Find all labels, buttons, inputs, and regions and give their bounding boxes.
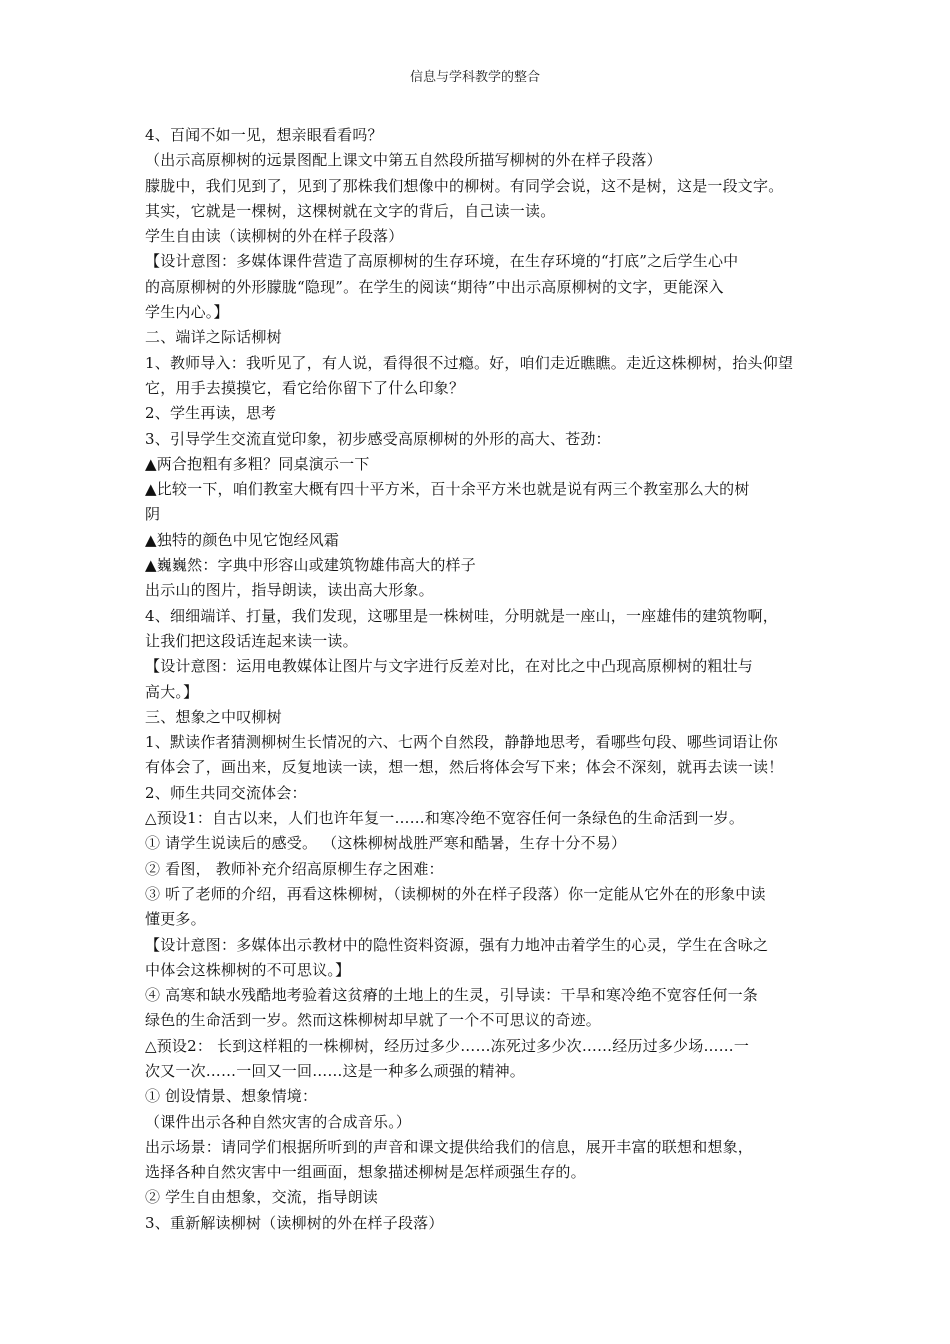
text-line: 懂更多。 (145, 910, 206, 929)
text-line: 阴 (145, 505, 161, 524)
text-line: 朦胧中，我们见到了，见到了那株我们想像中的柳树。有同学会说，这不是树，这是一段文字。 (145, 176, 784, 195)
text-line: ▲两合抱粗有多粗？同桌演示一下 (145, 454, 370, 473)
text-line: ▲独特的颜色中见它饱经风霜 (145, 530, 340, 549)
text-line: ④ 高寒和缺水残酷地考验着这贫瘠的土地上的生灵，引导读：干旱和寒冷绝不宽容任何一条 (145, 986, 758, 1005)
text-line: 3、引导学生交流直觉印象，初步感受高原柳树的外形的高大、苍劲： (145, 429, 611, 448)
text-line: （课件出示各种自然灾害的合成音乐。） (145, 1112, 412, 1131)
text-line: 让我们把这段话连起来读一读。 (145, 631, 358, 650)
text-line: 3、重新解读柳树（读柳树的外在样子段落） (145, 1213, 444, 1232)
text-line: △预设2： 长到这样粗的一株柳树，经历过多少……冻死过多少次……经历过多少场……一 (145, 1036, 750, 1055)
page-header: 信息与学科教学的整合 (409, 70, 540, 85)
text-line: 4、细细端详、打量，我们发现，这哪里是一株树哇，分明就是一座山，一座雄伟的建筑物啊， (145, 606, 778, 625)
document-body (145, 123, 813, 1236)
text-line: 二、端详之际话柳树 (145, 328, 282, 347)
text-line: 1、默读作者猜测柳树生长情况的六、七两个自然段，静静地思考，看哪些句段、哪些词语让你 (145, 733, 778, 752)
text-line: 有体会了，画出来，反复地读一读，想一想，然后将体会写下来；体会不深刻，就再去读一读！ (145, 758, 784, 777)
text-line: 4、百闻不如一见，想亲眼看看吗？ (145, 126, 383, 144)
text-line: 高大。】 (145, 682, 199, 701)
text-line: 三、想象之中叹柳树 (145, 707, 282, 726)
text-line: ▲巍巍然：字典中形容山或建筑物雄伟高大的样子 (145, 556, 476, 575)
text-line: ② 看图， 教师补充介绍高原柳生存之困难： (145, 859, 444, 878)
text-line: 出示场景：请同学们根据所听到的声音和课文提供给我们的信息，展开丰富的联想和想象， (145, 1137, 754, 1156)
text-line: （出示高原柳树的远景图配上课文中第五自然段所描写柳树的外在样子段落） (145, 151, 662, 170)
text-line: 选择各种自然灾害中一组画面，想象描述柳树是怎样顽强生存的。 (145, 1163, 586, 1182)
text-line: 其实，它就是一棵树，这棵树就在文字的背后，自己读一读。 (145, 201, 556, 220)
text-line: 1、教师导入：我听见了，有人说，看得很不过瘾。好，咱们走近瞧瞧。走近这株柳树，抬头仰望 (145, 353, 794, 372)
text-line: 中体会这株柳树的不可思议。】 (145, 960, 351, 979)
text-line: 绿色的生命活到一岁。然而这株柳树却早就了一个不可思议的奇迹。 (145, 1011, 602, 1030)
text-line: ▲比较一下，咱们教室大概有四十平方米，百十余平方米也就是说有两三个教室那么大的树 (145, 480, 750, 499)
text-line: 学生内心。】 (145, 303, 229, 322)
text-line: 【设计意图：运用电教媒体让图片与文字进行反差对比，在对比之中凸现高原柳树的粗壮与 (145, 657, 754, 676)
text-line: 出示山的图片，指导朗读，读出高大形象。 (145, 581, 434, 600)
text-line: ① 创设情景、想象情境： (145, 1087, 318, 1106)
text-line: 【设计意图：多媒体出示教材中的隐性资料资源，强有力地冲击着学生的心灵，学生在含咏之 (145, 935, 769, 954)
text-line: ② 学生自由想象，交流，指导朗读 (145, 1188, 378, 1207)
text-line: 次又一次……一回又一回……这是一种多么顽强的精神。 (145, 1061, 526, 1080)
text-line: ① 请学生说读后的感受。 （这株柳树战胜严寒和酷暑，生存十分不易） (145, 834, 627, 853)
text-line: 它，用手去摸摸它，看它给你留下了什么印象？ (145, 378, 465, 397)
text-line: 的高原柳树的外形朦胧“隐现”。在学生的阅读“期待”中出示高原柳树的文字，更能深入 (145, 277, 724, 296)
text-line: 学生自由读（读柳树的外在样子段落） (145, 227, 404, 246)
text-line: ③ 听了老师的介绍，再看这株柳树，（读柳树的外在样子段落）你一定能从它外在的形象中读 (145, 884, 766, 903)
text-line: △预设1：自古以来，人们也许年复一……和寒冷绝不宽容任何一条绿色的生命活到一岁。 (145, 809, 745, 828)
text-line: 2、师生共同交流体会： (145, 783, 307, 802)
text-line: 【设计意图：多媒体课件营造了高原柳树的生存环境，在生存环境的“打底”之后学生心中 (145, 252, 739, 271)
text-line: 2、学生再读，思考 (145, 404, 277, 423)
